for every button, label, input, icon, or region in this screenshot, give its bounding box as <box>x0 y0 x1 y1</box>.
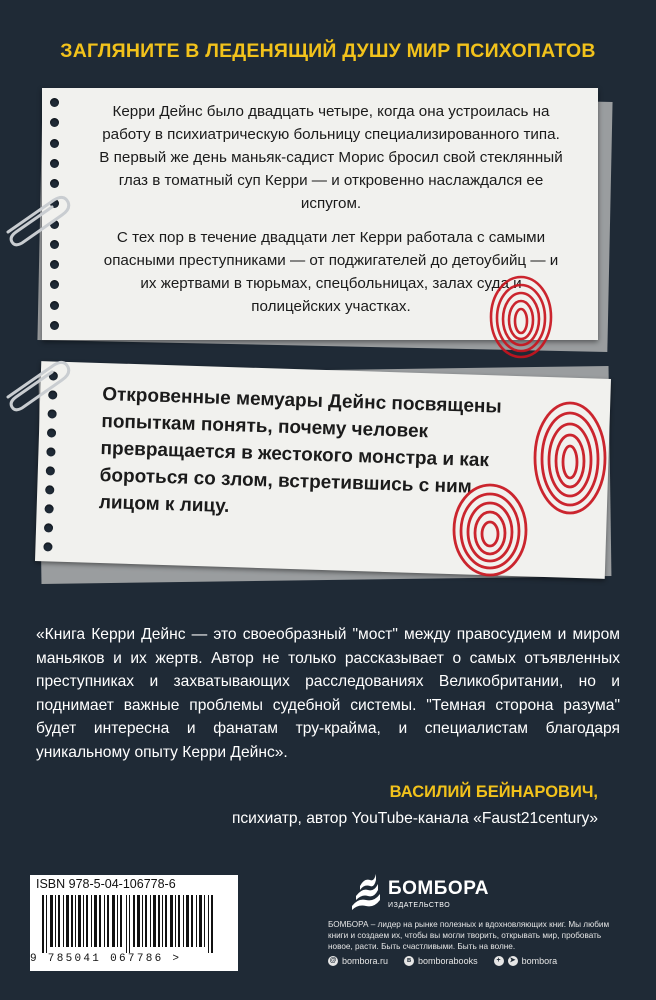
social-label: bombora.ru <box>342 956 389 966</box>
headline: ЗАГЛЯНИТЕ В ЛЕДЕНЯЩИЙ ДУШУ МИР ПСИХОПАТОВ <box>60 40 596 62</box>
quote-author: ВАСИЛИЙ БЕЙНАРОВИЧ, <box>389 783 598 801</box>
social-link-site[interactable] <box>328 956 388 966</box>
publisher-name: БОМБОРА <box>388 878 489 899</box>
paperclip-icon <box>2 355 72 415</box>
fingerprint-icon <box>530 398 610 518</box>
social-link-telegram[interactable] <box>494 956 558 966</box>
review-quote: «Книга Керри Дейнс — это своеобразный "мост" между правосудием и миром маньяков и их жертв. Автор не только рассказывает о самых отъявленных преступниках и захватывающих расследованиях Великобритании, но и поднимает важные проблемы судебной системы. "Темная сторона разума" будет интересна и фанатам тру-крайма, и специалистам благодаря уникальному опыту Керри Дейнс». <box>36 626 620 761</box>
note1-paragraph-2: С тех пор в течение двадцати лет Керри работала с самыми опасными преступниками — от поджигателей до детоубийц — и их жертвами в тюрьмах, спецбольницах, залах суда и полицейских участках. <box>103 229 559 315</box>
barcode-digits: 9 785041 067786 > <box>30 953 182 965</box>
paperclip-icon <box>2 190 72 250</box>
fingerprint-icon <box>486 272 556 362</box>
social-label: bombora <box>521 956 558 966</box>
note2-text: Откровенные мемуары Дейнс посвящены попыткам понять, почему человек превращается в жестокого монстра и как бороться со злом, встретившись с ним лицом к лицу. <box>98 384 502 518</box>
barcode <box>30 875 238 971</box>
social-links <box>328 956 628 966</box>
barcode-bars <box>34 895 234 953</box>
social-label: bomborabooks <box>418 956 478 966</box>
vk-icon: в <box>404 956 414 966</box>
isbn: ISBN 978-5-04-106778-6 <box>36 877 176 891</box>
fingerprint-icon <box>450 480 530 580</box>
publisher-subtitle: ИЗДАТЕЛЬСТВО <box>388 902 451 909</box>
note1-paragraph-1: Керри Дейнс было двадцать четыре, когда она устроилась на работу в психиатрическую больницу специализированного типа. В первый же день маньяк-садист Морис бросил свой стеклянный глаз в томатный суп Керри — и откровенно наслаждался ее испугом. <box>99 103 563 212</box>
social-link-vk[interactable] <box>404 956 478 966</box>
plus-icon: + <box>494 956 504 966</box>
at-icon: @ <box>329 957 337 964</box>
quote-author-title: психиатр, автор YouTube-канала «Faust21century» <box>231 810 598 827</box>
telegram-icon: ➤ <box>508 956 518 966</box>
publisher-description: БОМБОРА – лидер на рынке полезных и вдохновляющих книг. Мы любим книги и создаем их, чтобы вы могли творить, открывать мир, пробовать новое, расти. Быть счастливыми. Быть на волне. <box>328 920 610 951</box>
bombora-logo-icon <box>348 870 384 912</box>
